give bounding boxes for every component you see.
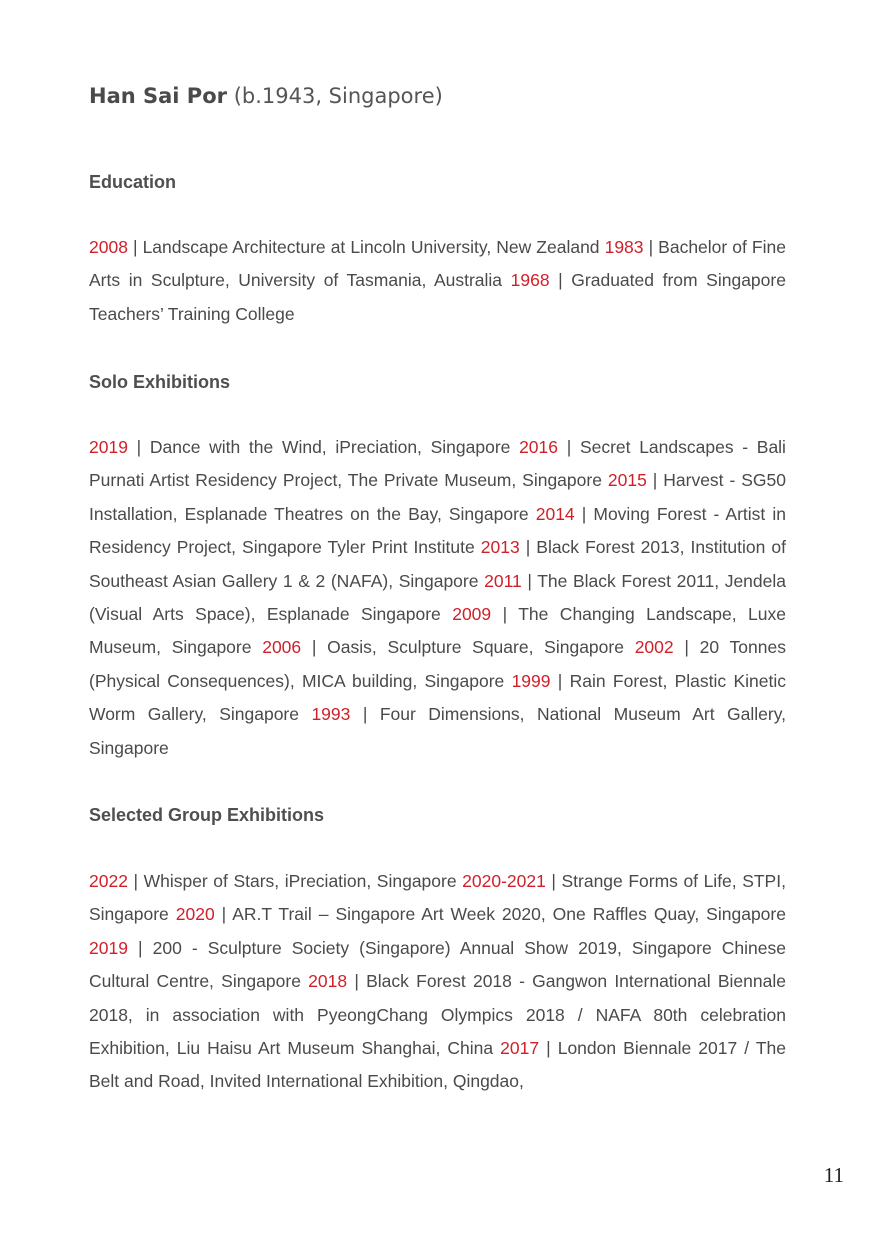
entry-text: Moving Forest - Artist in Residency Project, Singapore Tyler Print Institute xyxy=(89,503,786,558)
entry-year: 2020-2021 xyxy=(462,871,546,891)
entry-separator: | xyxy=(311,637,317,658)
entry-year: 2013 xyxy=(480,537,520,558)
entry-separator: | xyxy=(525,537,531,558)
entry-text: Black Forest 2013, Institution of Southeast Asian Gallery 1 & 2 (NAFA), Singapore xyxy=(89,537,786,591)
entry-year: 2002 xyxy=(634,637,674,658)
entry-text: Graduated from Singapore Teachers’ Training College xyxy=(89,270,786,324)
section-title-group-exhibitions: Selected Group Exhibitions xyxy=(89,805,325,825)
entry-separator: | xyxy=(551,871,556,891)
entry-separator: | xyxy=(354,971,359,992)
entry-separator: | xyxy=(558,270,563,291)
entry-text: Whisper of Stars, iPreciation, Singapore xyxy=(143,871,457,891)
entry-separator: | xyxy=(581,503,587,524)
entry-year: 2014 xyxy=(535,503,575,524)
entry-separator: | xyxy=(652,470,658,491)
entry-year: 1993 xyxy=(311,704,351,725)
entry-text: Four Dimensions, National Museum Art Gallery, Singapore xyxy=(89,704,787,758)
entry-year: 2015 xyxy=(607,470,647,491)
artist-heading xyxy=(89,84,443,108)
entry-year: 2020 xyxy=(175,904,215,925)
entry-year: 2006 xyxy=(262,637,302,658)
entry-separator: | xyxy=(527,570,532,591)
entry-year: 2008 xyxy=(89,237,128,257)
entry-separator: | xyxy=(557,670,563,691)
entry-text: 200 - Sculpture Society (Singapore) Annual Show 2019, Singapore Chinese Cultural Centre, Singapore xyxy=(89,937,786,992)
entry-year: 2011 xyxy=(484,570,522,591)
entry-separator: | xyxy=(566,437,572,457)
entry-separator: | xyxy=(546,1038,551,1059)
section-body-education xyxy=(89,231,786,331)
entry-year: 2016 xyxy=(519,437,559,457)
entry-year: 2009 xyxy=(452,604,492,625)
entry-separator: | xyxy=(138,937,143,958)
entry-year: 2017 xyxy=(500,1038,540,1059)
section-title-solo-exhibitions: Solo Exhibitions xyxy=(89,372,231,392)
entry-text: AR.T Trail – Singapore Art Week 2020, One Raffles Quay, Singapore xyxy=(232,904,786,925)
section-body-solo-exhibitions xyxy=(89,431,786,765)
entry-year: 2018 xyxy=(308,971,348,992)
entry-separator: | xyxy=(684,637,689,658)
entry-separator: | xyxy=(221,904,227,925)
entry-text: 20 Tonnes (Physical Consequences), MICA building, Singapore xyxy=(89,637,786,691)
entry-separator: | xyxy=(502,604,508,625)
entry-year: 2022 xyxy=(89,871,128,891)
page-number: 11 xyxy=(823,1163,844,1187)
section-body-group-exhibitions xyxy=(89,865,786,1099)
entry-separator: | xyxy=(136,437,142,457)
entry-text: Strange Forms of Life, STPI, Singapore xyxy=(89,871,786,925)
entry-separator: | xyxy=(133,871,139,891)
entry-text: Rain Forest, Plastic Kinetic Worm Gallery, Singapore xyxy=(89,670,786,725)
entry-year: 1999 xyxy=(511,670,551,691)
entry-text: Bachelor of Fine Arts in Sculpture, University of Tasmania, Australia xyxy=(89,237,786,291)
entry-year: 1968 xyxy=(510,270,550,291)
entry-text: Secret Landscapes - Bali Purnati Artist Residency Project, The Private Museum, Singapore xyxy=(89,437,786,491)
artist-birth-info: (b.1943, Singapore) xyxy=(233,84,443,108)
entry-text: The Changing Landscape, Luxe Museum, Singapore xyxy=(89,604,786,658)
artist-name: Han Sai Por xyxy=(89,84,227,108)
entry-text: Dance with the Wind, iPreciation, Singapore xyxy=(149,437,511,457)
entry-text: The Black Forest 2011, Jendela (Visual Arts Space), Esplanade Singapore xyxy=(89,570,787,625)
entry-text: Black Forest 2018 - Gangwon International Biennale 2018, in association with PyeongChang Olympics 2018 / NAFA 80th celebration Exhibition, Liu Haisu Art Museum Shanghai, China xyxy=(89,971,786,1059)
entry-text: London Biennale 2017 / The Belt and Road, Invited International Exhibition, Qingdao, xyxy=(89,1038,786,1092)
entry-year: 1983 xyxy=(604,237,644,257)
entry-separator: | xyxy=(648,237,654,257)
entry-text: Harvest - SG50 Installation, Esplanade Theatres on the Bay, Singapore xyxy=(89,470,786,524)
section-title-education: Education xyxy=(89,172,177,192)
entry-separator: | xyxy=(132,237,138,257)
entry-year: 2019 xyxy=(89,937,128,958)
entry-year: 2019 xyxy=(89,437,128,457)
entry-separator: | xyxy=(362,704,368,725)
entry-text: Oasis, Sculpture Square, Singapore xyxy=(327,637,624,658)
entry-text: Landscape Architecture at Lincoln University, New Zealand xyxy=(142,237,600,257)
